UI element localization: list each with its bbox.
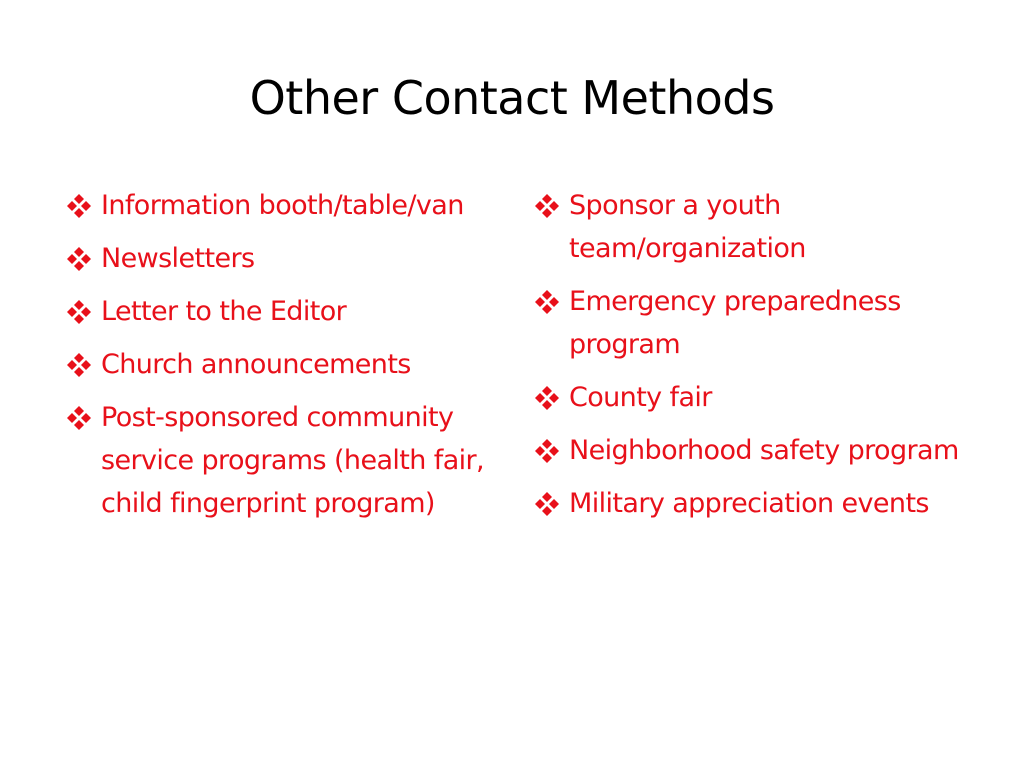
diamond-bullet-icon: [532, 429, 562, 472]
list-item: [64, 184, 494, 227]
list-item: [64, 396, 494, 525]
list-item: [532, 482, 962, 525]
list-item: [64, 237, 494, 280]
slide-title: Other Contact Methods: [249, 71, 775, 125]
diamond-bullet-icon: [64, 396, 94, 439]
left-bullet-list: [64, 184, 494, 535]
list-item-text: Information booth/table/van: [101, 190, 464, 221]
list-item: [64, 290, 494, 333]
diamond-bullet-icon: [532, 184, 562, 227]
list-item: [532, 429, 962, 472]
list-item-text: Post-sponsored community service programs (health fair, child fingerprint program): [101, 402, 485, 519]
list-item-text: Letter to the Editor: [101, 296, 347, 327]
diamond-bullet-icon: [532, 280, 562, 323]
list-item-text: Newsletters: [101, 243, 255, 274]
list-item: [532, 280, 962, 366]
list-item-text: Military appreciation events: [569, 488, 929, 519]
list-item-text: Emergency preparedness program: [569, 286, 901, 360]
list-item-text: Neighborhood safety program: [569, 435, 959, 466]
list-item-text: County fair: [569, 382, 712, 413]
list-item: [532, 376, 962, 419]
diamond-bullet-icon: [64, 290, 94, 333]
list-item: [64, 343, 494, 386]
list-item-text: Sponsor a youth team/organization: [569, 190, 806, 264]
diamond-bullet-icon: [64, 343, 94, 386]
diamond-bullet-icon: [64, 237, 94, 280]
list-item: [532, 184, 962, 270]
diamond-bullet-icon: [532, 376, 562, 419]
list-item-text: Church announcements: [101, 349, 411, 380]
diamond-bullet-icon: [532, 482, 562, 525]
right-bullet-list: [532, 184, 962, 535]
diamond-bullet-icon: [64, 184, 94, 227]
